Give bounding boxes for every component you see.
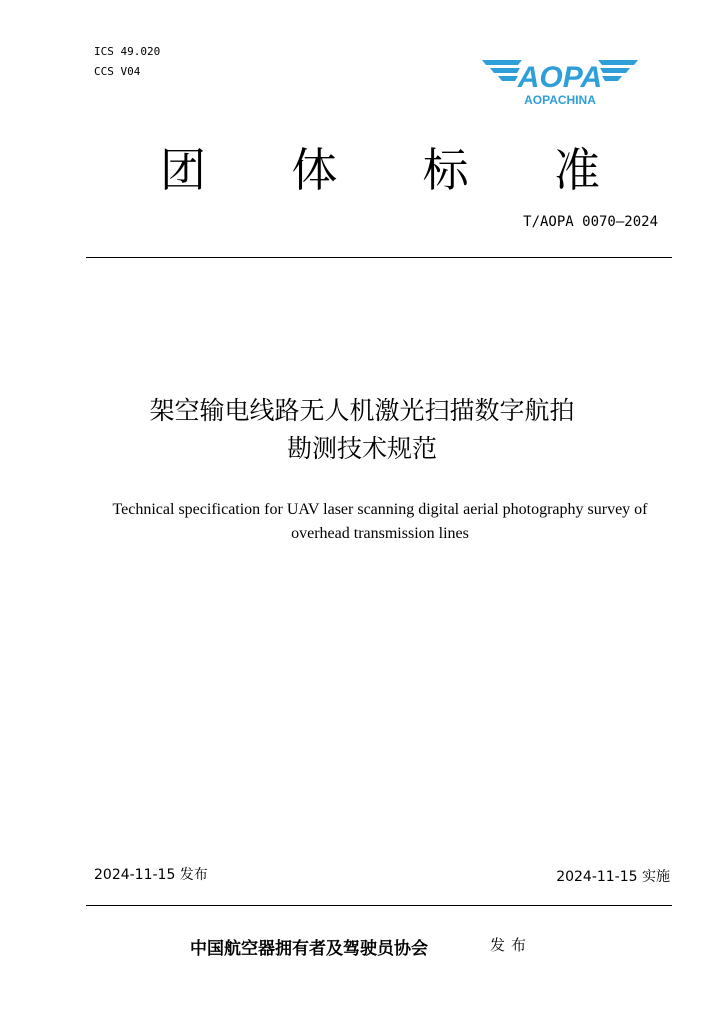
chinese-title-line-2: 勘测技术规范 <box>286 434 437 463</box>
ics-code: ICS 49.020 <box>94 45 161 58</box>
english-title <box>80 498 680 546</box>
doc-type-char: 团 <box>160 143 206 197</box>
publish-date: 2024-11-15 发布 <box>94 867 208 883</box>
bottom-divider <box>86 905 672 906</box>
implementation-date: 2024-11-15 实施 <box>556 869 670 885</box>
aopa-wings-icon <box>480 56 640 112</box>
publisher-name: 中国航空器拥有者及驾驶员协会 <box>190 939 428 959</box>
doc-type-char: 标 <box>422 143 469 197</box>
ccs-code: CCS V04 <box>94 65 141 78</box>
aopa-logo <box>480 56 640 112</box>
doc-type-char: 体 <box>291 143 338 197</box>
english-title-line-1: Technical specification for UAV laser scanning digital aerial photography survey of <box>112 501 648 518</box>
logo-text: AOPA <box>517 61 603 94</box>
top-divider <box>86 257 672 258</box>
doc-type-char: 准 <box>553 143 600 197</box>
chinese-title-line-1: 架空输电线路无人机激光扫描数字航拍 <box>149 396 575 425</box>
publish-label: 发布 <box>490 936 533 954</box>
english-title-line-2: overhead transmission lines <box>291 525 469 542</box>
logo-subtext: AOPACHINA <box>524 93 596 107</box>
document-type-heading <box>160 140 600 200</box>
chinese-title <box>62 392 662 468</box>
standard-number: T/AOPA 0070—2024 <box>523 214 658 230</box>
